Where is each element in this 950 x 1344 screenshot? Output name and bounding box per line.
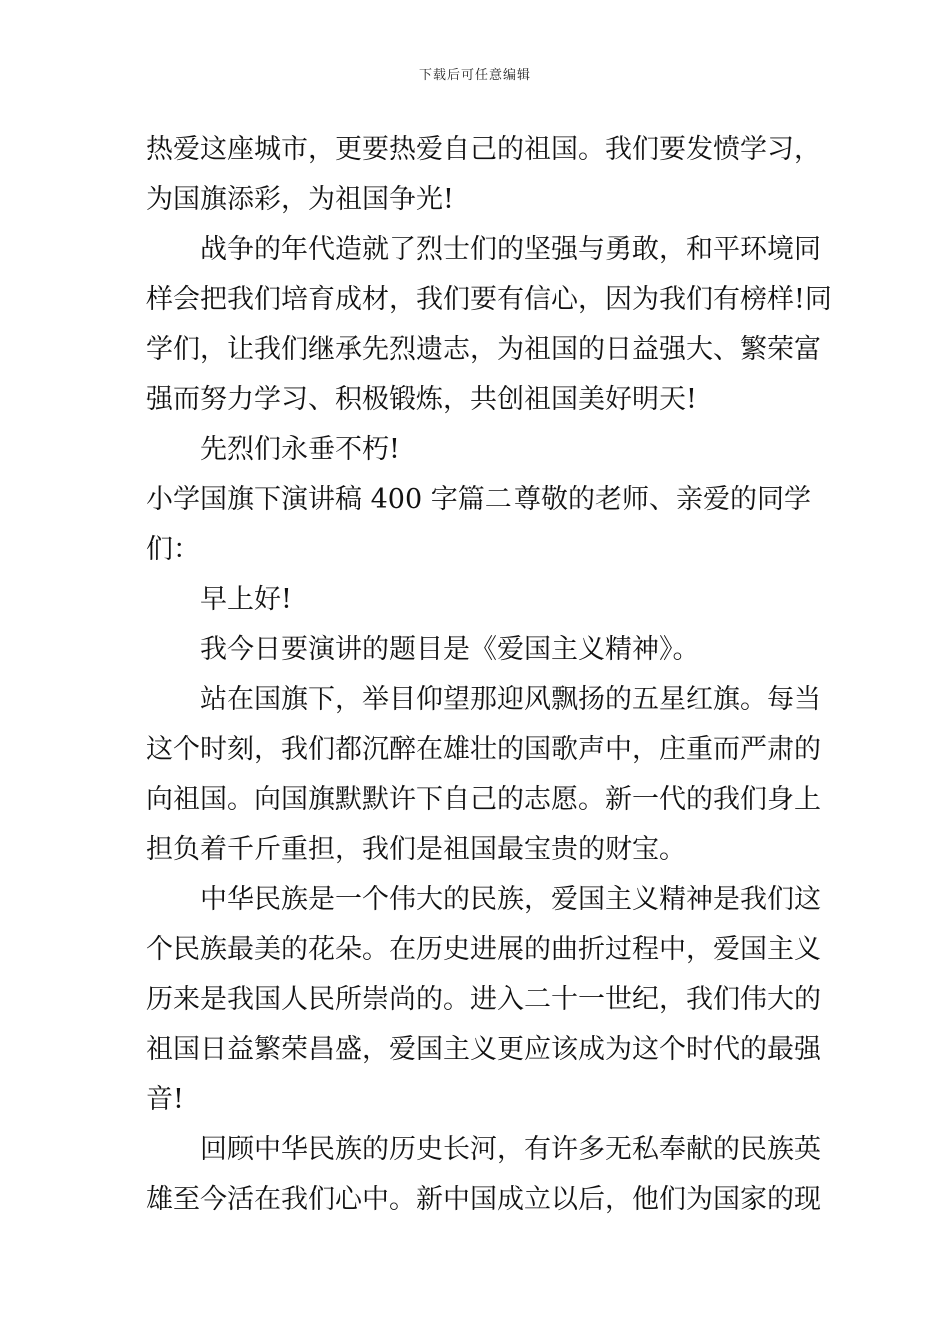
text-line: 向祖国。向国旗默默许下自己的志愿。新一代的我们身上 — [146, 784, 821, 815]
text-line: 热爱这座城市，更要热爱自己的祖国。我们要发愤学习， — [146, 134, 821, 165]
document-body — [146, 125, 832, 1225]
text-line: 雄至今活在我们心中。新中国成立以后，他们为国家的现 — [146, 1184, 821, 1215]
text-line: 个民族最美的花朵。在历史进展的曲折过程中，爱国主义 — [146, 934, 821, 965]
text-line: 历来是我国人民所崇尚的。进入二十一世纪，我们伟大的 — [146, 984, 821, 1015]
text-line: 音! — [146, 1084, 184, 1115]
paragraph-start-line: 早上好! — [200, 584, 292, 615]
text-line: 们： — [146, 534, 200, 565]
text-line: 为国旗添彩，为祖国争光! — [146, 184, 454, 215]
text-line: 学们，让我们继承先烈遗志，为祖国的日益强大、繁荣富 — [146, 334, 821, 365]
text-line: 担负着千斤重担，我们是祖国最宝贵的财宝。 — [146, 834, 686, 865]
section-heading-row — [146, 475, 811, 525]
section-heading: 小学国旗下演讲稿 400 字篇二 — [146, 484, 512, 515]
paragraph-start-line: 中华民族是一个伟大的民族，爱国主义精神是我们这 — [200, 884, 821, 915]
text-line: 样会把我们培育成材，我们要有信心，因为我们有榜样!同 — [146, 284, 832, 315]
paragraph-start-line: 我今日要演讲的题目是《爱国主义精神》。 — [200, 634, 700, 665]
text-line: 祖国日益繁荣昌盛，爱国主义更应该成为这个时代的最强 — [146, 1034, 821, 1065]
text-line: 这个时刻，我们都沉醉在雄壮的国歌声中，庄重而严肃的 — [146, 734, 821, 765]
text-line: 强而努力学习、积极锻炼，共创祖国美好明天! — [146, 384, 697, 415]
page-header: 下载后可任意编辑 — [418, 68, 531, 83]
salutation-text: 尊敬的老师、亲爱的同学 — [514, 484, 811, 515]
paragraph-start-line: 先烈们永垂不朽! — [200, 434, 400, 465]
paragraph-start-line: 战争的年代造就了烈士们的坚强与勇敢，和平环境同 — [200, 234, 821, 265]
paragraph-start-line: 回顾中华民族的历史长河，有许多无私奉献的民族英 — [200, 1134, 821, 1165]
paragraph-start-line: 站在国旗下，举目仰望那迎风飘扬的五星红旗。每当 — [200, 684, 821, 715]
